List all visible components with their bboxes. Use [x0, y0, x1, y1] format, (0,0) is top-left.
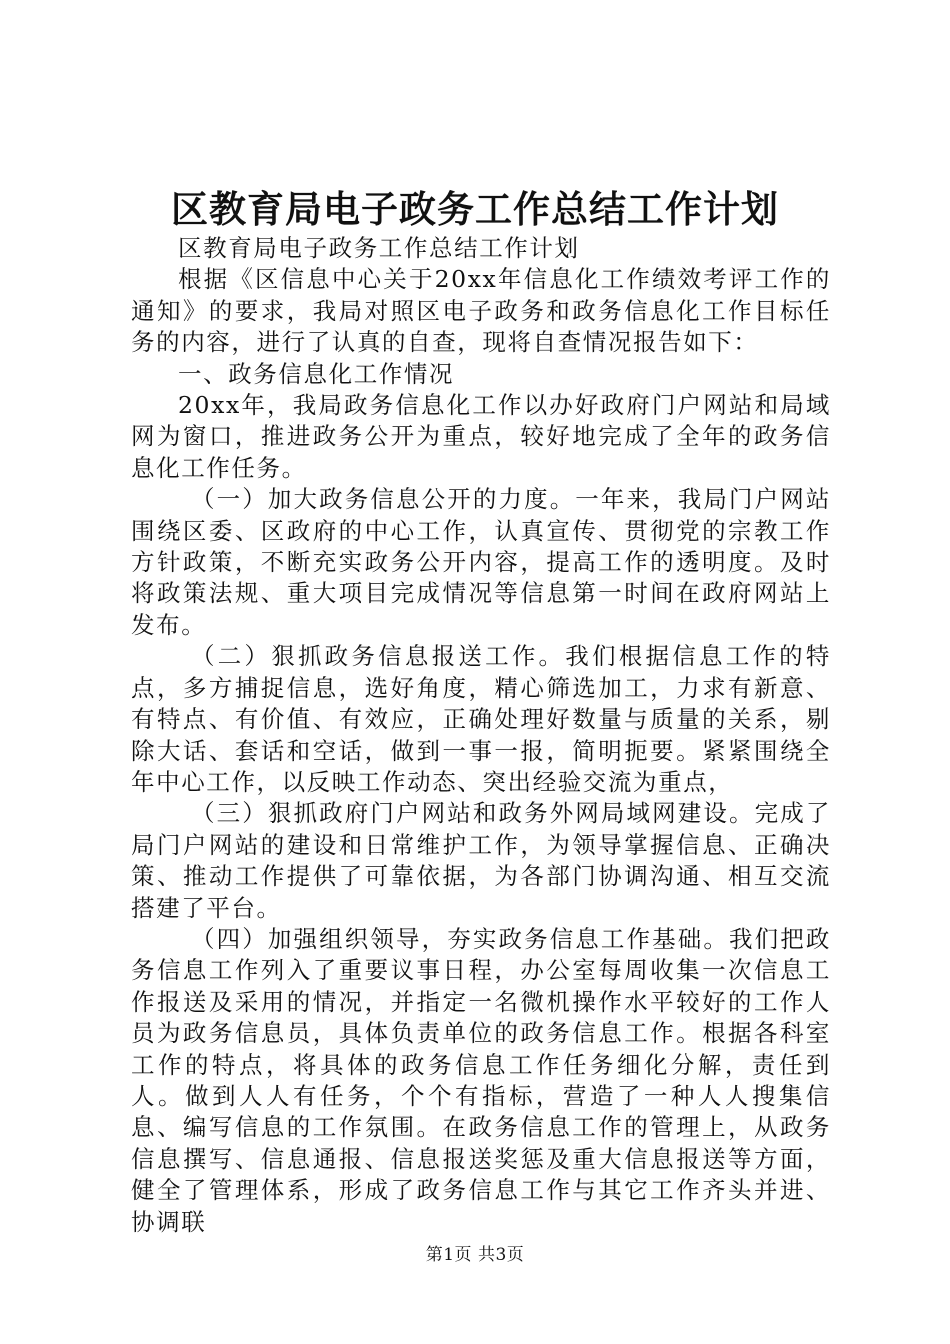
- paragraph-item-4: （四）加强组织领导，夯实政务信息工作基础。我们把政务信息工作列入了重要议事日程，办公室每周收集一次信息工作报送及采用的情况，并指定一名微机操作水平较好的工作人员为政务信息员，具体负责单位的政务信息工作。根据各科室工作的特点，将具体的政务信息工作任务细化分解，责任到人。做到人人有任务，个个有指标，营造了一种人人搜集信息、编写信息的工作氛围。在政务信息工作的管理上，从政务信息撰写、信息通报、信息报送奖惩及重大信息报送等方面，健全了管理体系，形成了政务信息工作与其它工作齐头并进、协调联: [131, 924, 831, 1236]
- paragraph-intro: 根据《区信息中心关于20xx年信息化工作绩效考评工作的通知》的要求，我局对照区电子政务和政务信息化工作目标任务的内容，进行了认真的自查，现将自查情况报告如下：: [131, 265, 831, 357]
- paragraph-item-3: （三）狠抓政府门户网站和政务外网局域网建设。完成了局门户网站的建设和日常维护工作，为领导掌握信息、正确决策、推动工作提供了可靠依据，为各部门协调沟通、相互交流搭建了平台。: [131, 799, 831, 922]
- section-heading-1: 一、政务信息化工作情况: [178, 359, 455, 388]
- document-title: 区教育局电子政务工作总结工作计划: [171, 187, 779, 231]
- paragraph-item-2: （二）狠抓政务信息报送工作。我们根据信息工作的特点，多方捕捉信息，选好角度，精心筛选加工，力求有新意、有特点、有价值、有效应，正确处理好数量与质量的关系，剔除大话、套话和空话，做到一事一报，简明扼要。紧紧围绕全年中心工作，以反映工作动态、突出经验交流为重点，: [131, 642, 831, 796]
- page-footer: 第1页 共3页: [425, 1245, 525, 1265]
- paragraph-summary: 20xx年，我局政务信息化工作以办好政府门户网站和局域网为窗口，推进政务公开为重点，较好地完成了全年的政务信息化工作任务。: [131, 391, 831, 482]
- paragraph-item-1: （一）加大政务信息公开的力度。一年来，我局门户网站围绕区委、区政府的中心工作，认真宣传、贯彻党的宗教工作方针政策，不断充实政务公开内容，提高工作的透明度。及时将政策法规、重大项目完成情况等信息第一时间在政府网站上发布。: [131, 485, 831, 639]
- document-body: [131, 233, 831, 1238]
- paragraph-subtitle: 区教育局电子政务工作总结工作计划: [178, 234, 580, 262]
